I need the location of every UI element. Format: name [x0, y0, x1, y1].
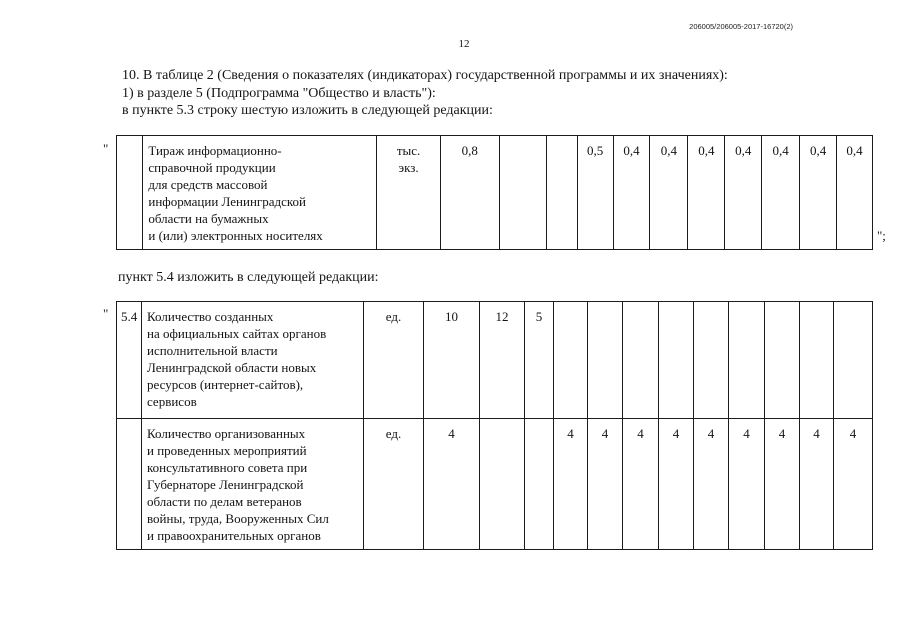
- value-cell: [554, 302, 588, 419]
- value-cell: [834, 302, 873, 419]
- value-cell: 0,4: [613, 136, 650, 250]
- value-cell: [499, 136, 546, 250]
- name-line: для средств массовой: [148, 177, 268, 192]
- value-cell: 4: [554, 419, 588, 550]
- value-cell: 5: [525, 302, 554, 419]
- mid-paragraph: пункт 5.4 изложить в следующей редакции:: [118, 270, 379, 285]
- value-cell: [694, 302, 729, 419]
- value-cell: [623, 302, 659, 419]
- value-cell: [480, 419, 525, 550]
- indicator-table-2: [116, 301, 873, 550]
- intro-line-3: в пункте 5.3 строку шестую изложить в следующей редакции:: [122, 103, 493, 118]
- indicator-table-1: [116, 135, 873, 250]
- indicator-name-cell: [142, 302, 364, 419]
- name-line: консультативного совета при: [147, 460, 308, 475]
- unit-cell: ед.: [364, 302, 424, 419]
- name-line: войны, труда, Вооруженных Сил: [147, 511, 329, 526]
- row-number-cell: [117, 419, 142, 550]
- value-cell: [525, 419, 554, 550]
- value-cell: 4: [424, 419, 480, 550]
- name-line: исполнительной власти: [147, 343, 278, 358]
- value-cell: [659, 302, 694, 419]
- name-line: Количество организованных: [147, 426, 306, 441]
- name-line: и проведенных мероприятий: [147, 443, 307, 458]
- value-cell: 4: [588, 419, 623, 550]
- name-line: на официальных сайтах органов: [147, 326, 327, 341]
- value-cell: 0,5: [577, 136, 613, 250]
- value-cell: 4: [765, 419, 800, 550]
- value-cell: 10: [424, 302, 480, 419]
- name-line: и правоохранительных органов: [147, 528, 321, 543]
- intro-line-1: 10. В таблице 2 (Сведения о показателях (индикаторах) государственной программы и их значениях):: [122, 68, 728, 83]
- name-line: области по делам ветеранов: [147, 494, 302, 509]
- value-cell: 4: [834, 419, 873, 550]
- unit-cell: ед.: [364, 419, 424, 550]
- page-number: 12: [458, 38, 470, 50]
- value-cell: 0,4: [688, 136, 725, 250]
- value-cell: 4: [659, 419, 694, 550]
- value-cell: [588, 302, 623, 419]
- name-line: Количество созданных: [147, 309, 274, 324]
- name-line: Ленинградской области новых: [147, 360, 317, 375]
- value-cell: [765, 302, 800, 419]
- name-line: области на бумажных: [148, 211, 269, 226]
- table1-open-quote: ": [103, 141, 109, 156]
- intro-line-2: 1) в разделе 5 (Подпрограмма "Общество и власть"):: [122, 86, 436, 101]
- name-line: и (или) электронных носителях: [148, 228, 323, 243]
- name-line: Тираж информационно-: [148, 143, 282, 158]
- document-id: 206005/206005-2017-16720(2): [689, 22, 793, 31]
- value-cell: 4: [729, 419, 765, 550]
- value-cell: 0,4: [650, 136, 688, 250]
- unit-cell: [377, 136, 440, 250]
- value-cell: 0,4: [800, 136, 837, 250]
- name-line: сервисов: [147, 394, 197, 409]
- value-cell: 0,4: [837, 136, 873, 250]
- unit-line: экз.: [398, 160, 419, 175]
- value-cell: 12: [480, 302, 525, 419]
- table1-close-quote: ";: [877, 228, 886, 243]
- name-line: ресурсов (интернет-сайтов),: [147, 377, 304, 392]
- name-line: справочной продукции: [148, 160, 276, 175]
- name-line: информации Ленинградской: [148, 194, 306, 209]
- table-row: [117, 136, 873, 250]
- indicator-name-cell: [142, 419, 364, 550]
- value-cell: 0,8: [440, 136, 499, 250]
- name-line: Губернаторе Ленинградской: [147, 477, 304, 492]
- table-row: [117, 302, 873, 419]
- value-cell: 0,4: [762, 136, 800, 250]
- row-number-cell: [117, 136, 143, 250]
- value-cell: 4: [800, 419, 834, 550]
- indicator-name-cell: [143, 136, 377, 250]
- value-cell: 4: [623, 419, 659, 550]
- value-cell: 4: [694, 419, 729, 550]
- value-cell: [729, 302, 765, 419]
- unit-line: тыс.: [396, 143, 421, 158]
- row-number-cell: 5.4: [117, 302, 142, 419]
- table-row: [117, 419, 873, 550]
- table2-open-quote: ": [103, 306, 109, 321]
- value-cell: 0,4: [725, 136, 762, 250]
- value-cell: [547, 136, 578, 250]
- value-cell: [800, 302, 834, 419]
